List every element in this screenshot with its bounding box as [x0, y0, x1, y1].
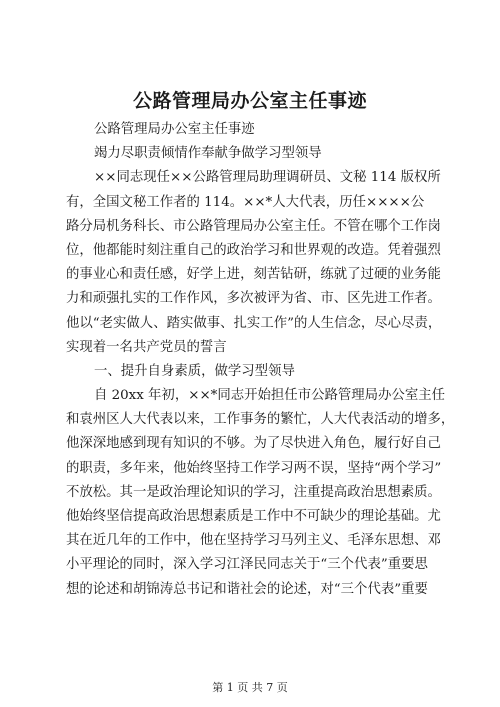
text-line: 不放松。其一是政治理论知识的学习，注重提高政治思想素质。	[66, 484, 441, 500]
text-line: 一、提升自身素质，做学习型领导	[94, 363, 295, 379]
text-line: 自 20xx 年初，××*同志开始担任市公路管理局办公室主任	[94, 388, 445, 404]
text-line: 他深深地感到现有知识的不够。为了尽快进入角色，履行好自己	[66, 436, 441, 452]
text-line: 其在近几年的工作中，他在坚持学习马列主义、毛泽东思想、邓	[66, 533, 441, 549]
text-line: 想的论述和胡锦涛总书记和谐社会的论述，对“三个代表”重要	[66, 581, 428, 597]
page-footer: 第 1 页 共 7 页	[212, 681, 288, 694]
text-line: ××同志现任××公路管理局助理调研员、文秘 114 版权所	[94, 170, 441, 186]
text-line: 位，他都能时刻注重自己的政治学习和世界观的改造。凭着强烈	[66, 242, 441, 258]
text-line: 他以“老实做人、踏实做事、扎实工作”的人生信念，尽心尽责，	[66, 315, 442, 331]
document-body	[66, 118, 455, 602]
text-line: 的职责，多年来，他始终坚持工作学习两不误，坚持“两个学习”	[66, 460, 442, 476]
text-line: 有，全国文秘工作者的 114。××*人大代表，历任××××公	[66, 194, 425, 210]
text-line: 力和顽强扎实的工作作风，多次被评为省、市、区先进工作者。	[66, 291, 441, 307]
text-line: 小平理论的同时，深入学习江泽民同志关于“三个代表”重要思	[66, 557, 428, 573]
text-line: 他始终坚信提高政治思想素质是工作中不可缺少的理论基础。尤	[66, 509, 441, 524]
text-line: 的事业心和责任感，好学上进，刻苦钻研，练就了过硬的业务能	[66, 267, 441, 283]
text-line: 实现着一名共产党员的誓言	[66, 339, 227, 355]
text-line: 竭力尽职责倾情作奉献争做学习型领导	[94, 146, 322, 162]
text-line: 和袁州区人大代表以来，工作事务的繁忙，人大代表活动的增多，	[66, 412, 455, 428]
text-line: 路分局机务科长、市公路管理局办公室主任。不管在哪个工作岗	[66, 218, 441, 234]
document-title: 公路管理局办公室主任事迹	[132, 90, 367, 112]
text-line: 公路管理局办公室主任事迹	[94, 122, 255, 137]
